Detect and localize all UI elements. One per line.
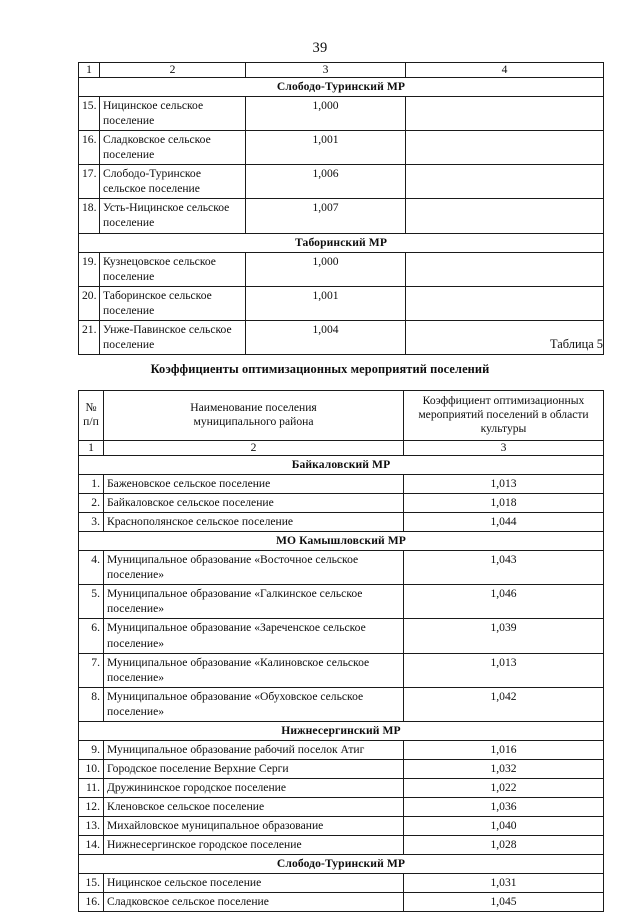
empty-cell: [406, 286, 604, 320]
settlement-name: Кузнецовское сельское поселение: [100, 252, 246, 286]
settlement-name: Унже-Павинское сельское поселение: [100, 320, 246, 354]
section-header-row: [79, 233, 604, 252]
table-row: [79, 874, 604, 893]
settlement-name: Михайловское муниципальное образование: [104, 817, 404, 836]
column-number-3: 3: [404, 441, 604, 456]
coefficient-value: 1,045: [404, 893, 604, 912]
table-row: [79, 798, 604, 817]
table-row: [79, 551, 604, 585]
settlement-name: Муниципальное образование «Обуховское сельское поселение»: [104, 687, 404, 721]
column-number-1: 1: [79, 441, 104, 456]
empty-cell: [406, 97, 604, 131]
table-two-body: [79, 391, 604, 912]
coefficient-value: 1,042: [404, 687, 604, 721]
settlement-name: Муниципальное образование «Калиновское сельское поселение»: [104, 653, 404, 687]
row-number: 21.: [79, 320, 100, 354]
coefficient-value: 1,000: [246, 97, 406, 131]
coefficient-value: 1,039: [404, 619, 604, 653]
section-header-label: Таборинский МР: [79, 233, 604, 252]
table-row: [79, 475, 604, 494]
row-number: 14.: [79, 836, 104, 855]
row-number: 16.: [79, 893, 104, 912]
table-row: [79, 759, 604, 778]
settlement-name: Муниципальное образование «Восточное сельское поселение»: [104, 551, 404, 585]
section-header-row: [79, 456, 604, 475]
table-row: [79, 740, 604, 759]
row-number: 18.: [79, 199, 100, 233]
settlement-name: Дружининское городское поселение: [104, 778, 404, 797]
settlement-name: Сладковское сельское поселение: [100, 131, 246, 165]
settlement-name: Городское поселение Верхние Серги: [104, 759, 404, 778]
table-row: [79, 687, 604, 721]
table-row: [79, 513, 604, 532]
section-header-row: [79, 721, 604, 740]
table-row: [79, 778, 604, 797]
coefficient-value: 1,013: [404, 475, 604, 494]
row-number: 8.: [79, 687, 104, 721]
row-number: 1.: [79, 475, 104, 494]
settlement-name: Нижнесергинское городское поселение: [104, 836, 404, 855]
header-settlement-name-column: Наименование поселения муниципального района: [104, 391, 404, 441]
empty-cell: [406, 131, 604, 165]
column-number-2: 2: [104, 441, 404, 456]
column-number-3: 3: [246, 63, 406, 78]
section-header-label: Слободо-Туринский МР: [79, 855, 604, 874]
section-header-row: [79, 855, 604, 874]
table-row: [79, 836, 604, 855]
column-number-4: 4: [406, 63, 604, 78]
section-header-label: Нижнесергинский МР: [79, 721, 604, 740]
empty-cell: [406, 252, 604, 286]
table-row: [79, 817, 604, 836]
table-row: [79, 199, 604, 233]
settlement-name: Муниципальное образование «Зареченское сельское поселение»: [104, 619, 404, 653]
coefficient-value: 1,031: [404, 874, 604, 893]
table-row: [79, 585, 604, 619]
row-number: 6.: [79, 619, 104, 653]
row-number: 4.: [79, 551, 104, 585]
coefficient-value: 1,016: [404, 740, 604, 759]
row-number: 16.: [79, 131, 100, 165]
row-number: 3.: [79, 513, 104, 532]
table-row: [79, 286, 604, 320]
section-header-label: Слободо-Туринский МР: [79, 78, 604, 97]
row-number: 13.: [79, 817, 104, 836]
header-number-column: № п/п: [79, 391, 104, 441]
coefficient-value: 1,043: [404, 551, 604, 585]
settlement-name: Сладковское сельское поселение: [104, 893, 404, 912]
section-header-label: МО Камышловский МР: [79, 532, 604, 551]
optimization-coefficients-table: [78, 390, 604, 912]
table-row: [79, 619, 604, 653]
settlement-name: Ницинское сельское поселение: [104, 874, 404, 893]
table-row: [79, 893, 604, 912]
header-coefficient-column: Коэффициент оптимизационных мероприятий поселений в области культуры: [404, 391, 604, 441]
coefficient-value: 1,036: [404, 798, 604, 817]
row-number: 17.: [79, 165, 100, 199]
row-number: 20.: [79, 286, 100, 320]
row-number: 11.: [79, 778, 104, 797]
table-row: [79, 252, 604, 286]
table-row: [79, 494, 604, 513]
table-title: Коэффициенты оптимизационных мероприятий поселений: [150, 362, 490, 376]
row-number: 15.: [79, 97, 100, 131]
coefficient-value: 1,001: [246, 286, 406, 320]
coefficient-value: 1,007: [246, 199, 406, 233]
coefficient-value: 1,004: [246, 320, 406, 354]
row-number: 15.: [79, 874, 104, 893]
coefficient-value: 1,000: [246, 252, 406, 286]
row-number: 2.: [79, 494, 104, 513]
settlement-name: Муниципальное образование рабочий поселок Атиг: [104, 740, 404, 759]
coefficient-value: 1,040: [404, 817, 604, 836]
settlement-name: Байкаловское сельское поселение: [104, 494, 404, 513]
coefficient-value: 1,044: [404, 513, 604, 532]
table-label: Таблица 5: [550, 337, 603, 351]
table-row: [79, 653, 604, 687]
settlement-name: Муниципальное образование «Галкинское сельское поселение»: [104, 585, 404, 619]
table-one-body: [79, 63, 604, 355]
settlement-name: Кленовское сельское поселение: [104, 798, 404, 817]
table-row: [79, 165, 604, 199]
section-header-row: [79, 532, 604, 551]
settlement-name: Ницинское сельское поселение: [100, 97, 246, 131]
column-number-2: 2: [100, 63, 246, 78]
settlement-name: Слободо-Туринское сельское поселение: [100, 165, 246, 199]
column-number-row: [79, 441, 604, 456]
coefficient-value: 1,006: [246, 165, 406, 199]
coefficient-value: 1,001: [246, 131, 406, 165]
coefficient-value: 1,028: [404, 836, 604, 855]
empty-cell: [406, 199, 604, 233]
column-number-1: 1: [79, 63, 100, 78]
row-number: 9.: [79, 740, 104, 759]
row-number: 10.: [79, 759, 104, 778]
row-number: 5.: [79, 585, 104, 619]
coefficients-table-continued: [78, 62, 604, 355]
section-header-label: Байкаловский МР: [79, 456, 604, 475]
empty-cell: [406, 165, 604, 199]
column-number-row: [79, 63, 604, 78]
coefficient-value: 1,013: [404, 653, 604, 687]
settlement-name: Таборинское сельское поселение: [100, 286, 246, 320]
settlement-name: Баженовское сельское поселение: [104, 475, 404, 494]
table-row: [79, 131, 604, 165]
coefficient-value: 1,032: [404, 759, 604, 778]
row-number: 12.: [79, 798, 104, 817]
row-number: 7.: [79, 653, 104, 687]
coefficient-value: 1,046: [404, 585, 604, 619]
settlement-name: Усть-Ницинское сельское поселение: [100, 199, 246, 233]
coefficient-value: 1,018: [404, 494, 604, 513]
section-header-row: [79, 78, 604, 97]
page-number: 39: [312, 40, 328, 56]
settlement-name: Краснополянское сельское поселение: [104, 513, 404, 532]
row-number: 19.: [79, 252, 100, 286]
table-row: [79, 97, 604, 131]
coefficient-value: 1,022: [404, 778, 604, 797]
table-header-row: [79, 391, 604, 441]
